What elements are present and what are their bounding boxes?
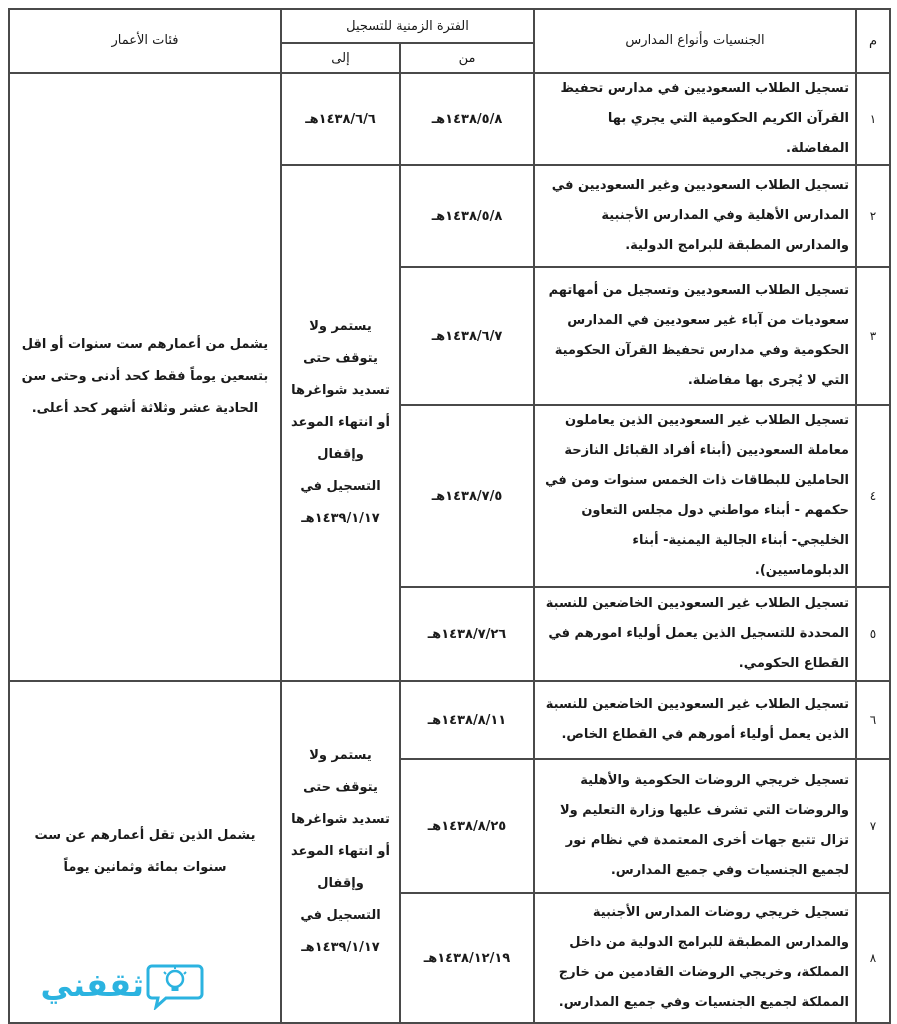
to-until-filled-2: يستمر ولا يتوقف حتى تسديد شواغرها أو انتهاء الموعد وإقفال التسجيل في ١٤٣٩/١/١٧هـ <box>281 681 400 1023</box>
row-description: تسجيل الطلاب غير السعوديين الذين يعاملون معاملة السعوديين (أبناء أفراد القبائل النازحة الحاملين للبطاقات ذات الخمس سنوات ومن في حكمهم - أبناء مواطني دول مجلس التعاون الخليجي- أبناء الجالية اليمنية- أبناء الدبلوماسيين). <box>534 405 856 587</box>
table-row <box>9 73 890 165</box>
row-from-date: ١٤٣٨/٨/٢٥هـ <box>400 759 534 893</box>
row-from-date: ١٤٣٨/٨/١١هـ <box>400 681 534 759</box>
row-to-date: ١٤٣٨/٦/٦هـ <box>281 73 400 165</box>
row-number: ٦ <box>856 681 890 759</box>
registration-schedule-table <box>8 8 891 1024</box>
logo-text: ثقفني <box>40 966 144 1004</box>
table-row <box>9 681 890 759</box>
age-group-1: يشمل من أعمارهم ست سنوات أو اقل بتسعين يوماً فقط كحد أدنى وحتى سن الحادية عشر وثلاثة أشهر كحد أعلى. <box>9 73 281 681</box>
row-description: تسجيل الطلاب غير السعوديين الخاضعين للنسبة المحددة للتسجيل الذين يعمل أولياء امورهم في القطاع الحكومي. <box>534 587 856 681</box>
row-number: ٧ <box>856 759 890 893</box>
row-number: ٨ <box>856 893 890 1023</box>
row-from-date: ١٤٣٨/٥/٨هـ <box>400 73 534 165</box>
row-number: ١ <box>856 73 890 165</box>
row-description: تسجيل الطلاب غير السعوديين الخاضعين للنسبة الذين يعمل أولياء أمورهم في القطاع الخاص. <box>534 681 856 759</box>
age-group-2: يشمل الذين تقل أعمارهم عن ست سنوات بمائة وثمانين يوماً <box>9 681 281 1023</box>
row-description: تسجيل الطلاب السعوديين في مدارس تحفيظ القرآن الكريم الحكومية التي يجري بها المفاضلة. <box>534 73 856 165</box>
row-from-date: ١٤٣٨/٥/٨هـ <box>400 165 534 267</box>
row-description: تسجيل الطلاب السعوديين وتسجيل من أمهاتهم سعوديات من آباء غير سعوديين في المدارس الحكومية وفي مدارس تحفيظ القرآن الحكومية التي لا يُجرى بها مفاضلة. <box>534 267 856 405</box>
header-nationalities-schools: الجنسيات وأنواع المدارس <box>534 9 856 73</box>
to-until-filled-1: يستمر ولا يتوقف حتى تسديد شواغرها أو انتهاء الموعد وإقفال التسجيل في ١٤٣٩/١/١٧هـ <box>281 165 400 681</box>
header-registration-period: الفترة الزمنية للتسجيل <box>281 9 534 43</box>
header-to: إلى <box>281 43 400 73</box>
row-number: ٣ <box>856 267 890 405</box>
header-from: من <box>400 43 534 73</box>
header-number: م <box>856 9 890 73</box>
row-description: تسجيل خريجي روضات المدارس الأجنبية والمدارس المطبقة للبرامج الدولية من داخل المملكة، وخريجي الروضات القادمين من خارج المملكة لجميع الجنسيات وفي جميع المدارس. <box>534 893 856 1023</box>
row-from-date: ١٤٣٨/٦/٧هـ <box>400 267 534 405</box>
row-from-date: ١٤٣٨/١٢/١٩هـ <box>400 893 534 1023</box>
site-logo[interactable] <box>14 957 204 1013</box>
row-from-date: ١٤٣٨/٧/٢٦هـ <box>400 587 534 681</box>
row-description: تسجيل خريجي الروضات الحكومية والأهلية والروضات التي تشرف عليها وزارة التعليم ولا تزال تتبع جهات أخرى المعتمدة في نظام نور لجميع الجنسيات وفي جميع المدارس. <box>534 759 856 893</box>
lightbulb-speech-bubble-icon <box>146 960 204 1010</box>
row-number: ٢ <box>856 165 890 267</box>
row-number: ٤ <box>856 405 890 587</box>
row-description: تسجيل الطلاب السعوديين وغير السعوديين في المدارس الأهلية وفي المدارس الأجنبية والمدارس المطبقة للبرامج الدولية. <box>534 165 856 267</box>
row-from-date: ١٤٣٨/٧/٥هـ <box>400 405 534 587</box>
header-age-groups: فئات الأعمار <box>9 9 281 73</box>
row-number: ٥ <box>856 587 890 681</box>
